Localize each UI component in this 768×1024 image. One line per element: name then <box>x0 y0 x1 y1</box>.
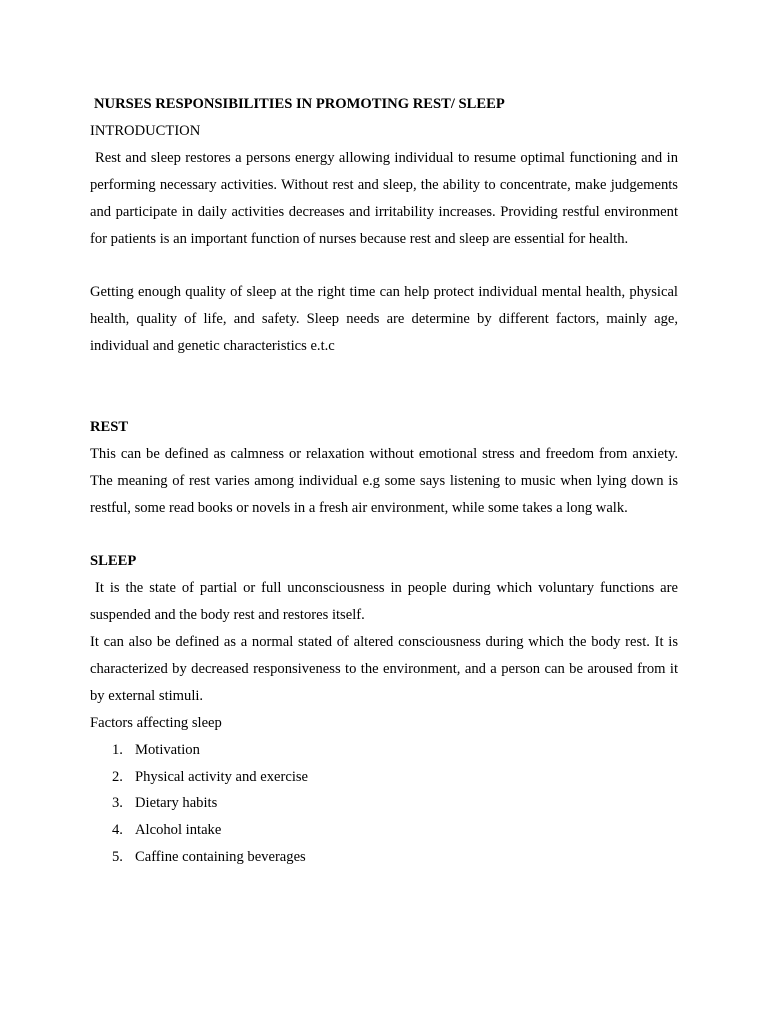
list-item-text: Motivation <box>135 741 200 758</box>
list-item-text: Dietary habits <box>135 795 218 812</box>
list-item-number: 3. <box>112 795 123 812</box>
spacer <box>90 252 678 279</box>
list-item <box>90 844 678 871</box>
rest-heading: REST <box>90 418 129 435</box>
list-item-number: 5. <box>112 849 123 866</box>
list-item <box>90 817 678 844</box>
introduction-paragraph-1: Rest and sleep restores a persons energy allowing individual to resume optimal functioning and in performing necessary activities. Without rest and sleep, the ability to concentrate, make judgements and participate in daily activities decreases and irritability increases. Providing restful environment for patients is an important function of nurses because rest and sleep are essential for health. <box>90 149 678 247</box>
document-title: NURSES RESPONSIBILITIES IN PROMOTING REST/ SLEEP <box>94 96 505 112</box>
document-page <box>90 91 678 871</box>
list-item <box>90 764 678 791</box>
introduction-heading: INTRODUCTION <box>90 122 201 139</box>
list-item-text: Alcohol intake <box>135 822 222 839</box>
factors-list <box>90 737 678 871</box>
spacer <box>90 360 678 414</box>
introduction-paragraph-2: Getting enough quality of sleep at the right time can help protect individual mental health, physical health, quality of life, and safety. Sleep needs are determine by different factors, mainly age, individual and genetic characteristics e.t.c <box>90 284 678 355</box>
list-item-text: Caffine containing beverages <box>135 849 306 866</box>
list-item-number: 2. <box>112 768 123 785</box>
list-item <box>90 737 678 764</box>
rest-paragraph: This can be defined as calmness or relaxation without emotional stress and freedom from anxiety. The meaning of rest varies among individual e.g some says listening to music when lying down is restful, some read books or novels in a fresh air environment, while some takes a long walk. <box>90 445 678 516</box>
list-item <box>90 790 678 817</box>
spacer <box>90 521 678 548</box>
sleep-heading: SLEEP <box>90 553 137 570</box>
list-item-number: 1. <box>112 741 123 758</box>
list-item-number: 4. <box>112 822 123 839</box>
sleep-paragraph-1: It is the state of partial or full unconsciousness in people during which voluntary functions are suspended and the body rest and restores itself. <box>90 580 678 624</box>
factors-label: Factors affecting sleep <box>90 714 222 731</box>
sleep-paragraph-2: It can also be defined as a normal stated of altered consciousness during which the body rest. It is characterized by decreased responsiveness to the environment, and a person can be aroused from it by external stimuli. <box>90 634 678 704</box>
list-item-text: Physical activity and exercise <box>135 768 309 785</box>
